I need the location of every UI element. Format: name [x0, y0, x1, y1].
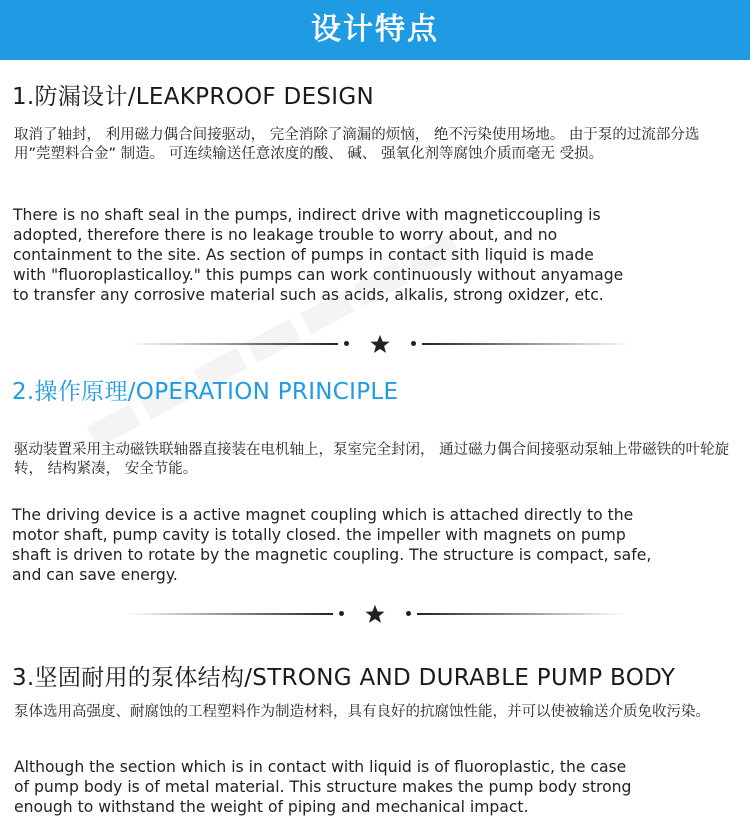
divider-dot-left: [344, 341, 349, 346]
divider-dot-right: [411, 341, 416, 346]
section-text-en-leakproof: There is no shaft seal in the pumps, indirect drive with magneticcoupling is adopted, therefore there is no leakage trouble to worry about, and no containment to the site. As section of pumps in contact sith liquid is made with "fluoroplasticalloy." this pumps can work continuously without anyamage to transfer any corrosive material such as acids, alkalis, strong oxidzer, etc.: [13, 206, 624, 304]
star-icon: [364, 604, 386, 624]
page-title: 设计特点: [311, 12, 439, 47]
section-title-operation: 2.操作原理/OPERATION PRINCIPLE: [12, 379, 399, 405]
divider-line-left: [130, 343, 338, 345]
section-divider: [125, 604, 625, 624]
section-title-leakproof: 1.防漏设计/LEAKPROOF DESIGN: [12, 84, 375, 110]
divider-line-left: [125, 613, 333, 615]
section-text-en-pump-body: Although the section which is in contact with liquid is of fluoroplastic, the case of pump body is of metal material. This structure makes the pump body strong enough to withstand the weight of piping and mechanical impact.: [14, 758, 632, 816]
star-icon: [369, 334, 391, 354]
divider-line-right: [417, 613, 625, 615]
section-text-cn-leakproof: 取消了轴封， 利用磁力偶合间接驱动， 完全消除了滴漏的烦恼， 绝不污染使用场地。 由于泵的过流部分选用”莞塑料合金” 制造。 可连续输送任意浓度的酸、 碱、 强氧化剂等腐蚀介质而毫无 受损。: [14, 127, 700, 162]
section-title-pump-body: 3.坚固耐用的泵体结构/STRONG AND DURABLE PUMP BODY: [12, 665, 676, 691]
divider-dot-left: [339, 611, 344, 616]
section-text-en-operation: The driving device is a active magnet coupling which is attached directly to the motor shaft, pump cavity is totally closed. the impeller with magnets on pump shaft is driven to rotate by the magnetic coupling. The structure is compact, safe, and can save energy.: [12, 506, 652, 584]
section-text-cn-pump-body: 泵体选用高强度、耐腐蚀的工程塑料作为制造材料，具有良好的抗腐蚀性能，并可以使被输送介质免收污染。: [14, 704, 710, 720]
divider-dot-right: [406, 611, 411, 616]
section-text-cn-operation: 驱动装置采用主动磁铁联轴器直接装在电机轴上，泵室完全封闭， 通过磁力偶合间接驱动泵轴上带磁铁的叶轮旋转， 结构紧凑， 安全节能。: [14, 442, 730, 477]
section-divider: [130, 334, 630, 354]
divider-line-right: [422, 343, 630, 345]
